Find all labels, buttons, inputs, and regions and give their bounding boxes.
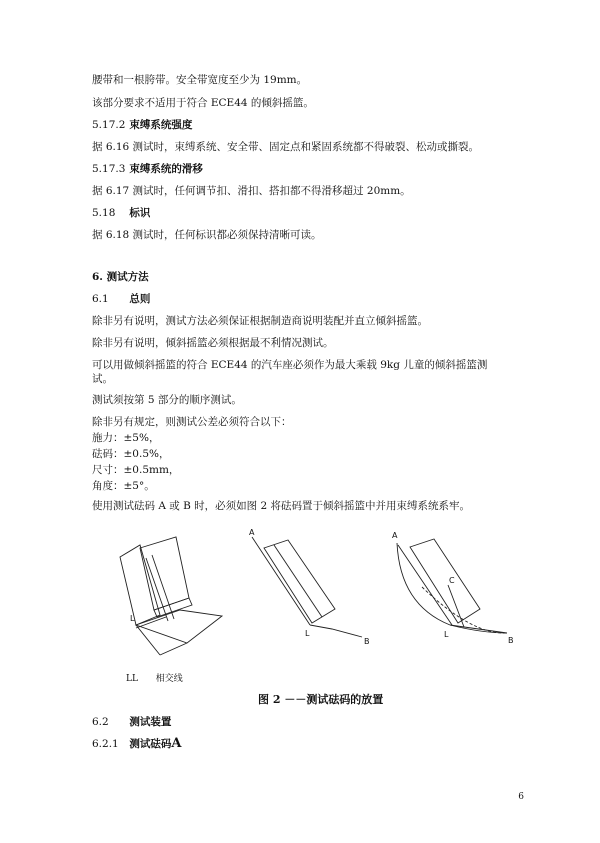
- label-L: L: [305, 629, 310, 638]
- figure-2-view-2: [252, 537, 362, 637]
- dashed-arc: [422, 587, 507, 633]
- tolerance-mass: 砝码：±0.5%，: [92, 448, 170, 460]
- section-heading-5-17-2: [92, 118, 192, 132]
- section-number: 5.17.3: [92, 163, 126, 175]
- line-A-L: [252, 537, 310, 625]
- figure-legend: [126, 671, 183, 684]
- paragraph-line: 使用测试砝码 A 或 B 时，必须如图 2 将砝码置于倾斜摇篮中并用束缚系统系牢。: [92, 500, 471, 512]
- tolerance-angle: 角度：±5°。: [92, 480, 155, 492]
- paragraph-line: 腰带和一根胯带。安全带宽度至少为 19mm。: [92, 74, 308, 86]
- paragraph-line: 试。: [92, 373, 113, 385]
- label-L: L: [130, 614, 135, 623]
- paragraph-line: 测试须按第 5 部分的顺序测试。: [92, 394, 242, 406]
- figure-caption: 图 2 －－测试砝码的放置: [258, 693, 384, 706]
- mass-block: [264, 540, 335, 623]
- section-number: 6.2.1: [92, 738, 119, 750]
- mass-block: [410, 539, 480, 623]
- section-title: 束缚系统的滑移: [129, 163, 203, 175]
- section-title: 测试砝码: [129, 738, 172, 750]
- section-title: 测试装置: [129, 716, 172, 728]
- section-heading-5-17-3: [92, 162, 203, 176]
- cradle-back: [120, 545, 160, 625]
- label-A: A: [249, 528, 255, 537]
- section-heading-6: [92, 270, 149, 284]
- section-heading-5-18: [92, 206, 150, 220]
- page-number: 6: [518, 792, 524, 802]
- figure-2-view-1: [120, 537, 222, 655]
- legend-text: 相交线: [155, 674, 183, 684]
- legend-key: LL: [126, 674, 138, 684]
- section-heading-6-2: [92, 715, 171, 729]
- paragraph-line: 据 6.17 测试时，任何调节扣、滑扣、搭扣都不得滑移超过 20mm。: [92, 185, 411, 197]
- label-B: B: [364, 637, 370, 646]
- line-C-L: [448, 585, 464, 627]
- section-title: 总则: [129, 293, 151, 305]
- figure-2-drawing: [92, 525, 532, 675]
- section-heading-6-1: [92, 292, 150, 306]
- section-number: 6.2: [92, 716, 109, 728]
- paragraph-line: 该部分要求不适用于符合 ECE44 的倾斜摇篮。: [92, 97, 314, 109]
- line-L-B: [450, 625, 507, 633]
- paragraph-line: 据 6.18 测试时，任何标识都必须保持清晰可读。: [92, 229, 322, 241]
- paragraph-line: 除非另有说明，倾斜摇篮必须根据最不利情况测试。: [92, 337, 334, 349]
- section-number: 5.17.2: [92, 119, 126, 131]
- section-title: 束缚系统强度: [129, 119, 193, 131]
- section-number: 6.1: [92, 293, 109, 305]
- section-title-suffix: A: [171, 736, 182, 751]
- label-A: A: [392, 531, 398, 540]
- paragraph-line: 除非另有说明，测试方法必须保证根据制造商说明装配并直立倾斜摇篮。: [92, 315, 428, 327]
- label-C: C: [449, 576, 455, 585]
- mass-block-top: [140, 537, 189, 610]
- section-title: 测试方法: [106, 271, 149, 283]
- cradle-edge: [160, 643, 187, 655]
- tolerance-force: 施力：±5%，: [92, 432, 160, 444]
- line-L-B: [310, 625, 362, 637]
- section-title: 标识: [129, 207, 151, 219]
- figure-2-view-3: [397, 539, 507, 633]
- paragraph-line: 除非另有规定，则测试公差必须符合以下：: [92, 416, 292, 428]
- section-heading-6-2-1: [92, 737, 181, 751]
- section-number: 6.: [92, 271, 103, 283]
- paragraph-line: 据 6.16 测试时，束缚系统、安全带、固定点和紧固系统都不得破裂、松动或撕裂。: [92, 141, 480, 153]
- tolerance-dimension: 尺寸：±0.5mm，: [92, 464, 180, 476]
- cradle-seat: [136, 610, 222, 643]
- section-number: 5.18: [92, 207, 116, 219]
- label-B: B: [508, 636, 514, 645]
- label-L: L: [444, 630, 449, 639]
- paragraph-line: 可以用做倾斜摇篮的符合 ECE44 的汽车座必须作为最大乘载 9kg 儿童的倾斜摇篮测: [92, 359, 488, 371]
